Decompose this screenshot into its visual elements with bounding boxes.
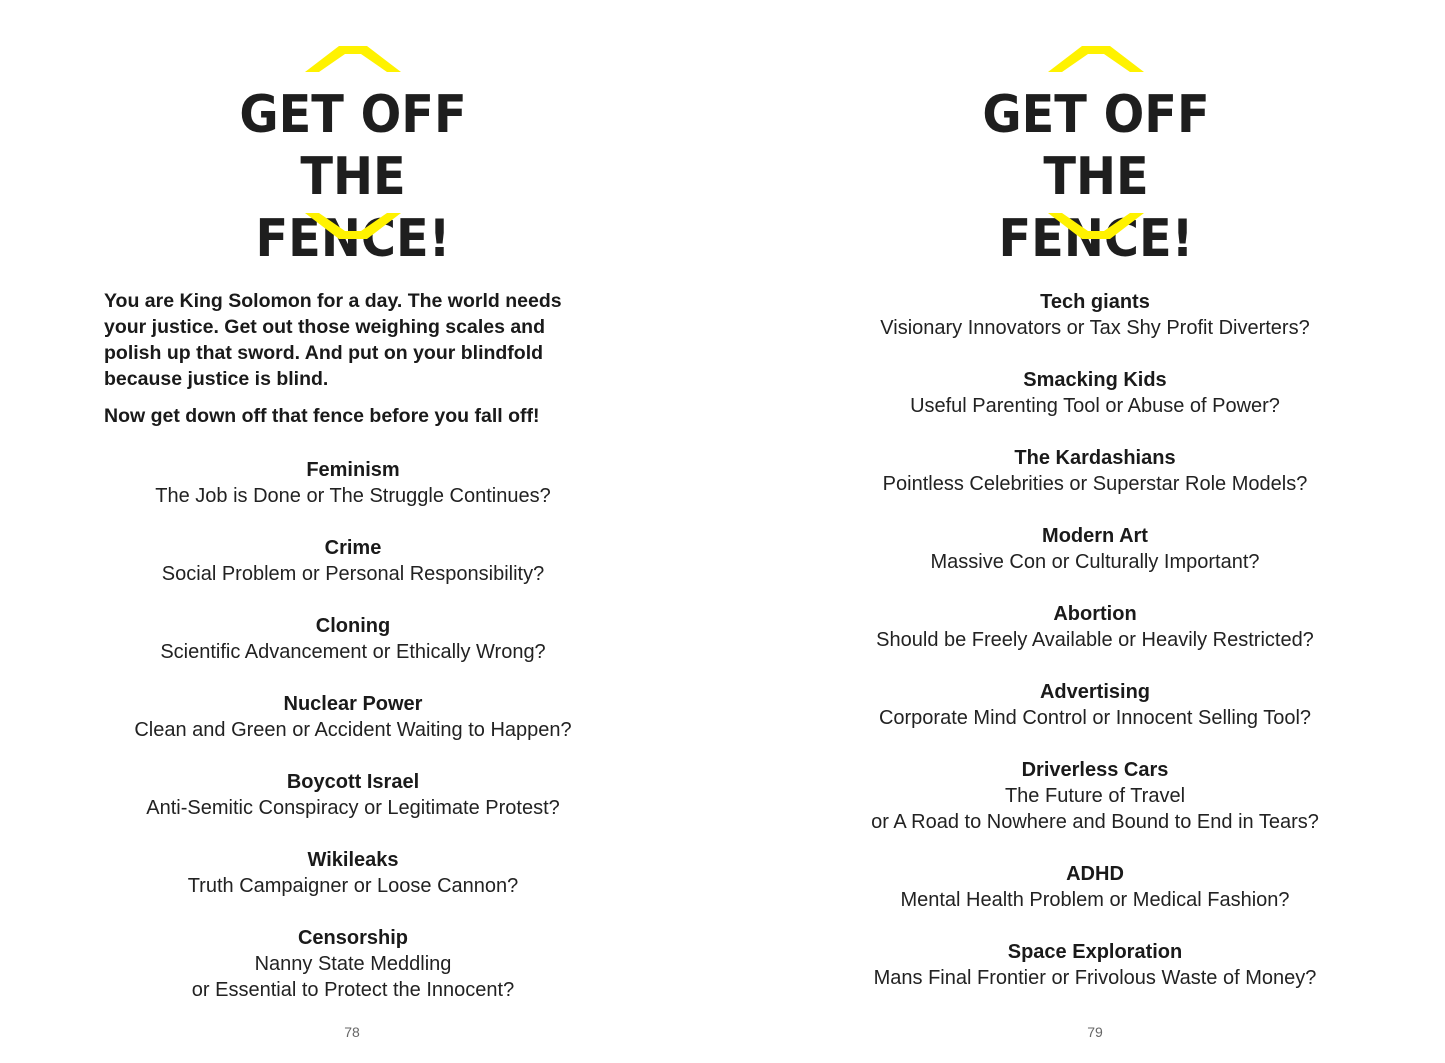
list-item xyxy=(822,757,1368,835)
topic-desc: Massive Con or Culturally Important? xyxy=(930,551,1260,573)
topic-desc: or Essential to Protect the Innocent? xyxy=(191,979,515,1001)
topic-name: Cloning xyxy=(315,615,391,637)
topic-name: Wikileaks xyxy=(307,849,399,871)
list-item xyxy=(822,367,1368,419)
list-item xyxy=(822,289,1368,341)
left-page xyxy=(0,0,722,1063)
topic-desc: Pointless Celebrities or Superstar Role Models? xyxy=(882,473,1308,495)
topic-name: Nuclear Power xyxy=(283,693,423,715)
left-header xyxy=(183,46,523,269)
topic-desc: Corporate Mind Control or Innocent Selling Tool? xyxy=(878,707,1312,729)
page-title: GET OFF THE FENCE! xyxy=(239,85,467,269)
topic-name: ADHD xyxy=(1066,863,1124,885)
list-item xyxy=(822,939,1368,991)
right-header xyxy=(926,46,1266,269)
topic-list xyxy=(822,289,1368,1017)
list-item xyxy=(822,601,1368,653)
topic-desc: The Future of Travel xyxy=(1004,785,1186,807)
topic-name: Modern Art xyxy=(1042,525,1148,547)
topic-desc: Visionary Innovators or Tax Shy Profit Diverters? xyxy=(880,317,1310,339)
topic-name: Driverless Cars xyxy=(1021,759,1169,781)
topic-list xyxy=(80,457,626,1029)
topic-name: Abortion xyxy=(1053,603,1137,625)
chevron-down-icon xyxy=(305,213,401,239)
topic-name: Censorship xyxy=(297,927,409,949)
list-item xyxy=(80,691,626,743)
list-item xyxy=(80,925,626,1003)
topic-name: Space Exploration xyxy=(1007,941,1183,963)
topic-desc: Anti-Semitic Conspiracy or Legitimate Protest? xyxy=(146,797,560,819)
topic-desc: Should be Freely Available or Heavily Restricted? xyxy=(876,629,1314,651)
list-item xyxy=(80,847,626,899)
topic-name: Tech giants xyxy=(1040,291,1150,313)
topic-name: The Kardashians xyxy=(1014,447,1176,469)
intro-text xyxy=(104,288,604,440)
topic-desc: Mental Health Problem or Medical Fashion? xyxy=(900,889,1290,911)
chevron-down-icon xyxy=(1048,213,1144,239)
list-item xyxy=(822,445,1368,497)
topic-desc: Nanny State Meddling xyxy=(254,953,452,975)
intro-paragraph: You are King Solomon for a day. The world needs your justice. Get out those weighing scales and polish up that sword. And put on your blindfold because justice is blind. xyxy=(104,290,562,390)
topic-desc: Truth Campaigner or Loose Cannon? xyxy=(187,875,519,897)
topic-desc: Useful Parenting Tool or Abuse of Power? xyxy=(910,395,1280,417)
list-item xyxy=(80,613,626,665)
topic-desc: The Job is Done or The Struggle Continues? xyxy=(155,485,551,507)
topic-desc: Social Problem or Personal Responsibility? xyxy=(161,563,545,585)
page-number: 78 xyxy=(344,1024,360,1040)
list-item xyxy=(822,679,1368,731)
topic-name: Crime xyxy=(324,537,382,559)
list-item xyxy=(80,535,626,587)
chevron-up-icon xyxy=(305,46,401,72)
topic-desc: Scientific Advancement or Ethically Wrong? xyxy=(160,641,546,663)
intro-paragraph: Now get down off that fence before you fall off! xyxy=(104,405,540,427)
topic-desc: or A Road to Nowhere and Bound to End in Tears? xyxy=(871,811,1319,833)
topic-name: Smacking Kids xyxy=(1023,369,1167,391)
page-number: 79 xyxy=(1087,1024,1103,1040)
list-item xyxy=(822,523,1368,575)
topic-name: Boycott Israel xyxy=(286,771,420,793)
page-title: GET OFF THE FENCE! xyxy=(982,85,1210,269)
right-page xyxy=(722,0,1445,1063)
list-item xyxy=(80,457,626,509)
list-item xyxy=(822,861,1368,913)
chevron-up-icon xyxy=(1048,46,1144,72)
topic-desc: Mans Final Frontier or Frivolous Waste of Money? xyxy=(873,967,1317,989)
topic-name: Feminism xyxy=(306,459,400,481)
topic-desc: Clean and Green or Accident Waiting to Happen? xyxy=(134,719,572,741)
topic-name: Advertising xyxy=(1039,681,1151,703)
list-item xyxy=(80,769,626,821)
